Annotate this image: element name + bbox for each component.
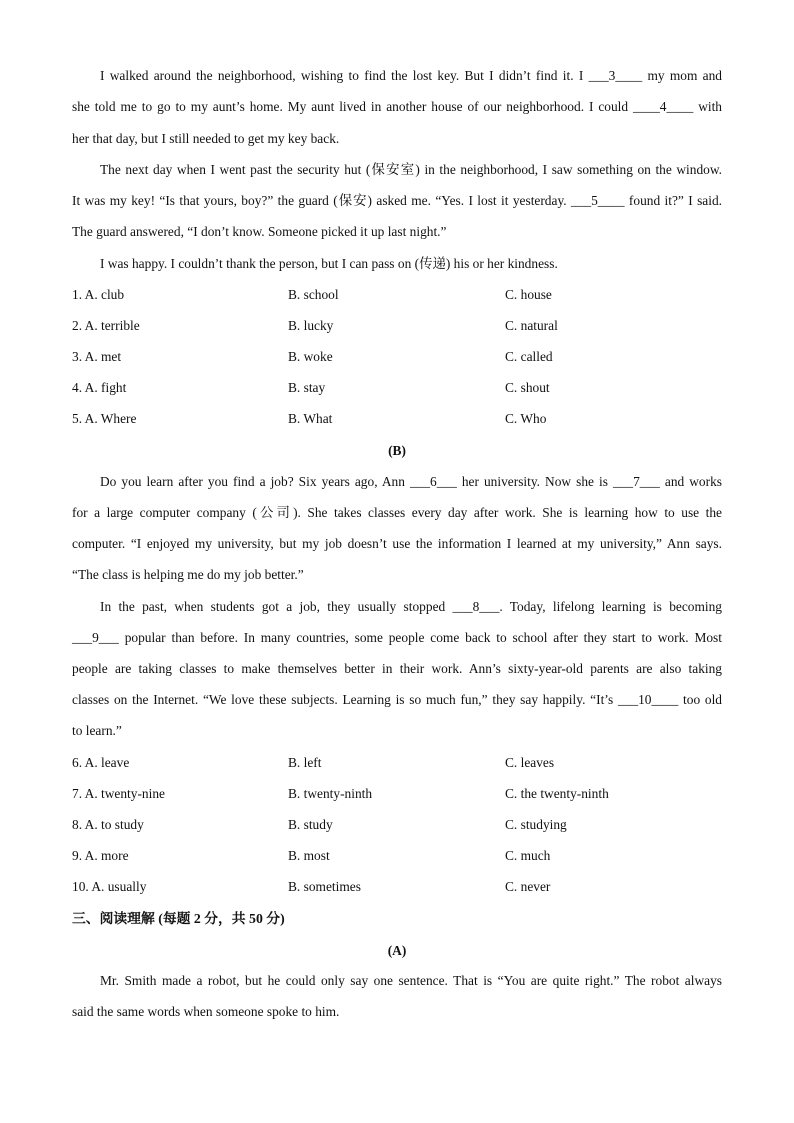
- option-2-b: B. lucky: [288, 318, 334, 333]
- passage-b-line-2: [72, 504, 722, 522]
- passage-b-line-4: [72, 566, 722, 584]
- option-1-b: B. school: [288, 287, 339, 302]
- option-row-10: [72, 878, 722, 896]
- passage-a-line-4: [100, 161, 722, 179]
- text-segment: “The class is helping me do my job better.”: [72, 567, 304, 582]
- option-5-c: C. Who: [505, 411, 547, 426]
- passage-b-line-3: [72, 535, 722, 553]
- option-6-b: B. left: [288, 755, 322, 770]
- section-three-heading: 三、阅读理解 (每题 2 分，共 50 分): [72, 911, 285, 926]
- option-row-3: [72, 348, 722, 366]
- option-row-5: [72, 410, 722, 428]
- option-8-a: 8. A. to study: [72, 817, 144, 832]
- option-4-b: B. stay: [288, 380, 326, 395]
- option-row-2: [72, 317, 722, 335]
- option-7-c: C. the twenty-ninth: [505, 786, 609, 801]
- option-10-b: B. sometimes: [288, 879, 361, 894]
- passage-b-line-1: [100, 473, 722, 491]
- section-b-label: (B): [388, 443, 406, 458]
- blank-7: ___7___: [612, 474, 660, 489]
- blank-6: ___6___: [409, 474, 457, 489]
- text-segment: too old: [678, 692, 723, 707]
- option-8-c: C. studying: [505, 817, 567, 832]
- text-segment: said the same words when someone spoke to him.: [72, 1004, 340, 1019]
- passage-b-line-7: [72, 660, 722, 678]
- option-row-4: [72, 379, 722, 397]
- blank-10: ___10____: [618, 692, 679, 707]
- option-5-b: B. What: [288, 411, 333, 426]
- text-segment: In the past, when students got a job, they usually stopped: [100, 599, 453, 614]
- passage-c-line-2: [72, 1003, 722, 1021]
- option-row-9: [72, 847, 722, 865]
- passage-a-line-1: [100, 67, 722, 85]
- passage-a-line-3: [72, 130, 722, 148]
- option-3-b: B. woke: [288, 349, 333, 364]
- text-segment: she told me to go to my aunt’s home. My aunt lived in another house of our neighborhood. I could: [72, 99, 634, 114]
- option-7-b: B. twenty-ninth: [288, 786, 373, 801]
- text-segment: It was my key! “Is that yours, boy?” the guard (保安) asked me. “Yes. I lost it yesterday.: [72, 193, 571, 208]
- text-segment: for a large computer company (公司). She takes classes every day after work. She is learning how to use the: [72, 505, 722, 520]
- text-segment: classes on the Internet. “We love these subjects. Learning is so much fun,” they say happily. “It’s: [72, 692, 618, 707]
- text-segment: with: [693, 99, 723, 114]
- text-segment: her university. Now she is: [456, 474, 613, 489]
- option-7-a: 7. A. twenty-nine: [72, 786, 165, 801]
- option-6-a: 6. A. leave: [72, 755, 130, 770]
- text-segment: The next day when I went past the security hut (保安室) in the neighborhood, I saw something on the window.: [100, 162, 722, 177]
- text-segment: her that day, but I still needed to get my key back.: [72, 131, 340, 146]
- passage-b-line-5: [100, 598, 722, 616]
- option-5-a: 5. A. Where: [72, 411, 137, 426]
- option-6-c: C. leaves: [505, 755, 555, 770]
- option-10-c: C. never: [505, 879, 551, 894]
- passage-b-line-9: [72, 722, 722, 740]
- blank-8: ___8___: [452, 599, 500, 614]
- passage-a-line-2: [72, 98, 722, 116]
- option-4-a: 4. A. fight: [72, 380, 127, 395]
- option-row-8: [72, 816, 722, 834]
- option-row-7: [72, 785, 722, 803]
- text-segment: I walked around the neighborhood, wishing to find the lost key. But I didn’t find it. I: [100, 68, 589, 83]
- section-three-a-label: (A): [387, 943, 407, 958]
- blank-5: ___5____: [571, 193, 625, 208]
- passage-a-line-6: [72, 223, 722, 241]
- option-3-c: C. called: [505, 349, 553, 364]
- text-segment: Mr. Smith made a robot, but he could only say one sentence. That is “You are quite right.” The robot always: [100, 973, 722, 988]
- option-row-1: [72, 286, 722, 304]
- option-10-a: 10. A. usually: [72, 879, 147, 894]
- option-4-c: C. shout: [505, 380, 550, 395]
- text-segment: to learn.”: [72, 723, 122, 738]
- option-row-6: [72, 754, 722, 772]
- option-8-b: B. study: [288, 817, 333, 832]
- text-segment: The guard answered, “I don’t know. Someone picked it up last night.”: [72, 224, 447, 239]
- option-2-a: 2. A. terrible: [72, 318, 140, 333]
- option-9-b: B. most: [288, 848, 330, 863]
- text-segment: my mom and: [642, 68, 722, 83]
- text-segment: computer. “I enjoyed my university, but my job doesn’t use the information I learned at my university,” Ann says.: [72, 536, 722, 551]
- option-1-c: C. house: [505, 287, 552, 302]
- passage-a-line-5: [72, 192, 722, 210]
- text-segment: Do you learn after you find a job? Six years ago, Ann: [100, 474, 410, 489]
- option-3-a: 3. A. met: [72, 349, 122, 364]
- text-segment: I was happy. I couldn’t thank the person, but I can pass on (传递) his or her kindness.: [100, 256, 558, 271]
- passage-c-line-1: [100, 972, 722, 990]
- blank-3: ___3____: [588, 68, 643, 83]
- text-segment: and works: [659, 474, 722, 489]
- option-1-a: 1. A. club: [72, 287, 125, 302]
- passage-b-line-8: [72, 691, 722, 709]
- blank-4: ____4____: [633, 99, 694, 114]
- blank-9: ___9___: [72, 630, 119, 645]
- text-segment: popular than before. In many countries, some people come back to school after they start to work. Most: [118, 630, 722, 645]
- text-segment: . Today, lifelong learning is becoming: [499, 599, 722, 614]
- option-2-c: C. natural: [505, 318, 558, 333]
- passage-a-line-7: [100, 255, 722, 273]
- text-segment: found it?” I said.: [624, 193, 722, 208]
- option-9-c: C. much: [505, 848, 551, 863]
- passage-b-line-6: [72, 629, 722, 647]
- option-9-a: 9. A. more: [72, 848, 129, 863]
- text-segment: people are taking classes to make themselves better in their work. Ann’s sixty-year-old parents are also taking: [72, 661, 722, 676]
